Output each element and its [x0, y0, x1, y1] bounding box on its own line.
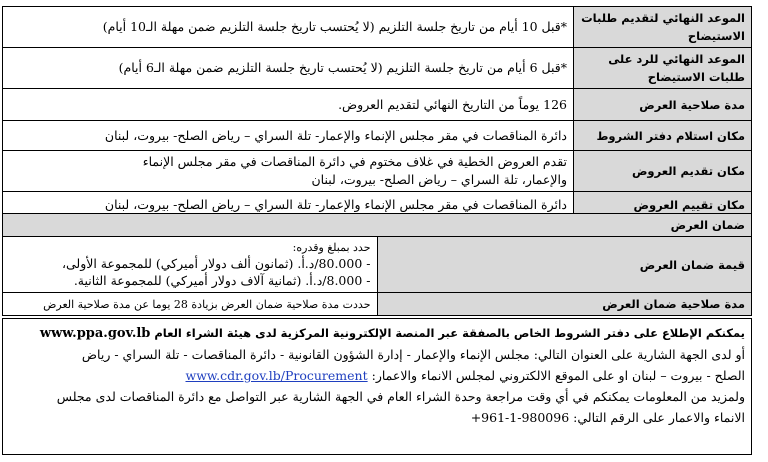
info-line3-text: الصلح - بيروت – لبنان او على الموقع الالكتروني لمجلس الانماء والاعمار:: [371, 368, 745, 383]
table-row: [3, 319, 752, 455]
guarantee-value-cell: [3, 237, 378, 293]
ppa-link[interactable]: www.ppa.gov.lb: [39, 326, 151, 341]
submission-place-label: مكان تقديم العروض: [574, 151, 752, 192]
table-row: [3, 48, 752, 89]
info-line1-text: يمكنكم الإطلاع على دفتر الشروط الخاص بالصفقة عبر المنصة الإلكترونية المركزية لدى هيئة الشراء العام: [154, 326, 745, 340]
documents-pickup-label: مكان استلام دفتر الشروط: [574, 121, 752, 151]
table-row: [3, 214, 752, 237]
guarantee-group1: - 80.000/د.أ. (ثمانون ألف دولار أميركي) للمجموعة الأولى،: [61, 256, 371, 271]
bid-guarantee-table: [2, 213, 752, 316]
guarantee-group2: - 8.000/د.أ. (ثمانية آلاف دولار أميركي) للمجموعة الثانية.: [73, 273, 371, 288]
clarification-deadline-value: *قبل 10 أيام من تاريخ جلسة التلزيم (لا يُحتسب تاريخ جلسة التلزيم ضمن مهلة الـ10 أيام): [3, 7, 574, 48]
offer-validity-value: 126 يوماً من التاريخ النهائي لتقديم العروض.: [3, 89, 574, 121]
info-line5: الانماء والاعمار على الرقم التالي: 980096-1-961+: [470, 410, 745, 425]
tender-details-table: [2, 6, 752, 219]
info-line3: [9, 365, 745, 386]
evaluation-place-value: دائرة المناقصات في مقر مجلس الإنماء والإعمار- تلة السراي – رياض الصلح- بيروت، لبنان: [3, 192, 574, 219]
submission-place-line1: تقدم العروض الخطية في غلاف مختوم في دائرة المناقصات في مقر مجلس الإنماء: [142, 154, 567, 169]
guarantee-value-label: قيمة ضمان العرض: [377, 237, 752, 293]
guarantee-validity-label: مدة صلاحية ضمان العرض: [377, 293, 752, 316]
info-line1: [9, 322, 745, 344]
table-row: [3, 89, 752, 121]
table-row: [3, 151, 752, 192]
table-row: [3, 121, 752, 151]
bid-guarantee-title: ضمان العرض: [3, 214, 752, 237]
table-row: [3, 293, 752, 316]
info-line4: ولمزيد من المعلومات يمكنكم في أي وقت مراجعة وحدة الشراء العام في الجهة الشارية عبر التواصل مع دائرة المناقصات لدى مجلس: [56, 389, 745, 404]
offer-validity-label: مدة صلاحية العرض: [574, 89, 752, 121]
clarification-deadline-label: الموعد النهائي لتقديم طلبات الاستيضاح: [574, 7, 752, 48]
response-deadline-label: الموعد النهائي للرد على طلبات الاستيضاح: [574, 48, 752, 89]
procurement-info-box: [2, 318, 752, 455]
documents-pickup-value: دائرة المناقصات في مقر مجلس الإنماء والإعمار- تلة السراي – رياض الصلح- بيروت، لبنان: [3, 121, 574, 151]
evaluation-place-label: مكان تقييم العروض: [574, 192, 752, 219]
guarantee-intro: حدد بمبلغ وقدره:: [292, 241, 371, 254]
guarantee-validity-value: حددت مدة صلاحية ضمان العرض بزيادة 28 يوما عن مدة صلاحية العرض: [3, 293, 378, 316]
procurement-info-cell: [3, 319, 752, 455]
table-row: [3, 237, 752, 293]
table-row: [3, 7, 752, 48]
cdr-procurement-link[interactable]: www.cdr.gov.lb/Procurement: [185, 368, 368, 383]
submission-place-line2: والإعمار، تلة السراي – رياض الصلح- بيروت، لبنان: [311, 172, 567, 187]
info-line2: أو لدى الجهة الشارية على العنوان التالي: مجلس الإنماء والإعمار - إدارة الشؤون القانونية - دائرة المناقصات - تلة السراي - رياض: [81, 347, 745, 362]
submission-place-value: [3, 151, 574, 192]
response-deadline-value: *قبل 6 أيام من تاريخ جلسة التلزيم (لا يُحتسب تاريخ جلسة التلزيم ضمن مهلة الـ6 أيام): [3, 48, 574, 89]
